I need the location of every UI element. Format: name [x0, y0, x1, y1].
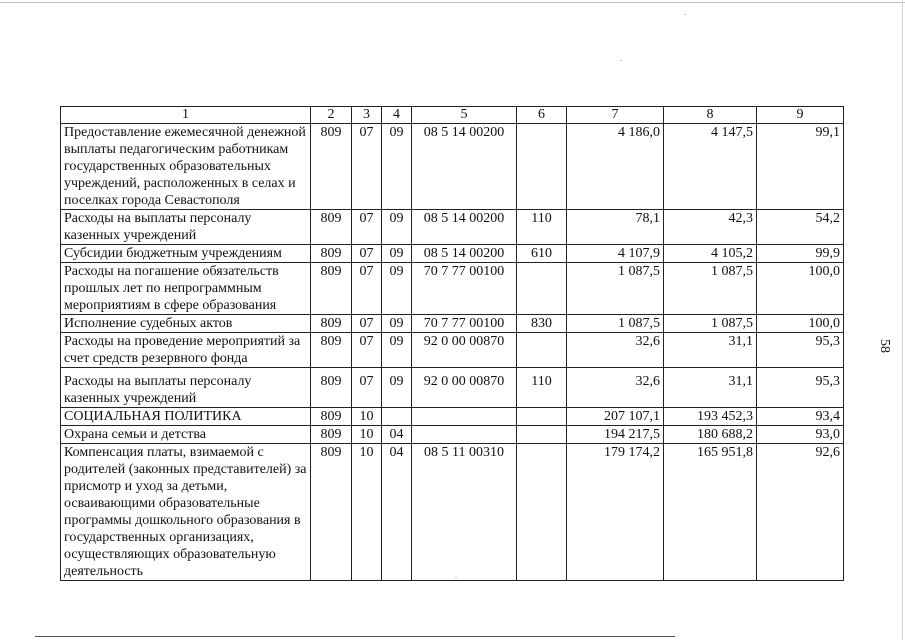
- glava-cell: 809: [311, 124, 352, 210]
- target-article-cell: 08 5 14 00200: [412, 245, 517, 263]
- target-article-cell: 08 5 11 00310: [412, 444, 517, 581]
- percent-cell: 100,0: [757, 315, 844, 333]
- actual-amount-cell: 1 087,5: [664, 315, 757, 333]
- glava-cell: 809: [311, 368, 352, 408]
- actual-amount-cell: 4 147,5: [664, 124, 757, 210]
- column-header: 6: [517, 107, 567, 124]
- target-article-cell: [412, 426, 517, 444]
- plan-amount-cell: 207 107,1: [567, 408, 664, 426]
- expense-type-cell: [517, 263, 567, 315]
- actual-amount-cell: 4 105,2: [664, 245, 757, 263]
- table-row: [61, 210, 844, 245]
- podrazdel-cell: 09: [382, 210, 412, 245]
- target-article-cell: 92 0 00 00870: [412, 333, 517, 368]
- row-name-cell: Расходы на выплаты персоналу казенных учреждений: [61, 210, 311, 245]
- razdel-cell: 07: [352, 210, 382, 245]
- razdel-cell: 07: [352, 368, 382, 408]
- razdel-cell: 07: [352, 315, 382, 333]
- plan-amount-cell: 179 174,2: [567, 444, 664, 581]
- column-header: 7: [567, 107, 664, 124]
- scan-edge-right: [902, 0, 903, 640]
- podrazdel-cell: 09: [382, 263, 412, 315]
- percent-cell: 99,9: [757, 245, 844, 263]
- glava-cell: 809: [311, 408, 352, 426]
- plan-amount-cell: 32,6: [567, 368, 664, 408]
- table-row: [61, 333, 844, 368]
- row-name-cell: Охрана семьи и детства: [61, 426, 311, 444]
- column-header: 8: [664, 107, 757, 124]
- podrazdel-cell: [382, 408, 412, 426]
- glava-cell: 809: [311, 333, 352, 368]
- percent-cell: 54,2: [757, 210, 844, 245]
- podrazdel-cell: 09: [382, 245, 412, 263]
- page-number: 58: [877, 339, 892, 353]
- expense-type-cell: [517, 124, 567, 210]
- expense-type-cell: 110: [517, 368, 567, 408]
- row-name-cell: Исполнение судебных актов: [61, 315, 311, 333]
- column-header: 4: [382, 107, 412, 124]
- podrazdel-cell: 04: [382, 426, 412, 444]
- glava-cell: 809: [311, 444, 352, 581]
- row-name-cell: Расходы на проведение мероприятий за счет средств резервного фонда: [61, 333, 311, 368]
- glava-cell: 809: [311, 263, 352, 315]
- expense-type-cell: [517, 408, 567, 426]
- podrazdel-cell: 09: [382, 333, 412, 368]
- razdel-cell: 07: [352, 263, 382, 315]
- glava-cell: 809: [311, 245, 352, 263]
- podrazdel-cell: 04: [382, 444, 412, 581]
- actual-amount-cell: 1 087,5: [664, 263, 757, 315]
- podrazdel-cell: 09: [382, 124, 412, 210]
- scan-speck: [684, 14, 686, 15]
- budget-table: [60, 106, 844, 581]
- razdel-cell: 07: [352, 333, 382, 368]
- row-name-cell: Субсидии бюджетным учреждениям: [61, 245, 311, 263]
- razdel-cell: 10: [352, 444, 382, 581]
- row-name-cell: Расходы на выплаты персоналу казенных учреждений: [61, 368, 311, 408]
- target-article-cell: 92 0 00 00870: [412, 368, 517, 408]
- razdel-cell: 10: [352, 426, 382, 444]
- glava-cell: 809: [311, 426, 352, 444]
- plan-amount-cell: 32,6: [567, 333, 664, 368]
- percent-cell: 92,6: [757, 444, 844, 581]
- plan-amount-cell: 4 186,0: [567, 124, 664, 210]
- razdel-cell: 10: [352, 408, 382, 426]
- target-article-cell: [412, 408, 517, 426]
- percent-cell: 95,3: [757, 368, 844, 408]
- expense-type-cell: 110: [517, 210, 567, 245]
- column-header: 1: [61, 107, 311, 124]
- actual-amount-cell: 31,1: [664, 368, 757, 408]
- plan-amount-cell: 78,1: [567, 210, 664, 245]
- percent-cell: 93,4: [757, 408, 844, 426]
- percent-cell: 93,0: [757, 426, 844, 444]
- target-article-cell: 08 5 14 00200: [412, 210, 517, 245]
- expense-type-cell: [517, 333, 567, 368]
- actual-amount-cell: 42,3: [664, 210, 757, 245]
- table-row: [61, 245, 844, 263]
- table-header-row: [61, 107, 844, 124]
- row-name-cell: Компенсация платы, взимаемой с родителей (законных представителей) за присмотр и уход за детьми, осваивающими образовательные программы дошкольного образования в государственных организациях, осуществляющих образовательную деятельность: [61, 444, 311, 581]
- actual-amount-cell: 180 688,2: [664, 426, 757, 444]
- table-row: [61, 315, 844, 333]
- glava-cell: 809: [311, 315, 352, 333]
- column-header: 2: [311, 107, 352, 124]
- razdel-cell: 07: [352, 245, 382, 263]
- glava-cell: 809: [311, 210, 352, 245]
- row-name-cell: Предоставление ежемесячной денежной выплаты педагогическим работникам государственных образовательных учреждений, расположенных в селах и поселках города Севастополя: [61, 124, 311, 210]
- scan-edge-bottom: [35, 636, 675, 637]
- actual-amount-cell: 31,1: [664, 333, 757, 368]
- expense-type-cell: 610: [517, 245, 567, 263]
- percent-cell: 100,0: [757, 263, 844, 315]
- table-row: [61, 263, 844, 315]
- percent-cell: 99,1: [757, 124, 844, 210]
- table-row: [61, 124, 844, 210]
- plan-amount-cell: 1 087,5: [567, 315, 664, 333]
- table-row: [61, 426, 844, 444]
- expense-type-cell: [517, 444, 567, 581]
- plan-amount-cell: 4 107,9: [567, 245, 664, 263]
- actual-amount-cell: 165 951,8: [664, 444, 757, 581]
- scan-speck: [620, 60, 622, 61]
- plan-amount-cell: 1 087,5: [567, 263, 664, 315]
- expense-type-cell: [517, 426, 567, 444]
- column-header: 9: [757, 107, 844, 124]
- table-row: [61, 368, 844, 408]
- actual-amount-cell: 193 452,3: [664, 408, 757, 426]
- target-article-cell: 08 5 14 00200: [412, 124, 517, 210]
- table-row: [61, 444, 844, 581]
- percent-cell: 95,3: [757, 333, 844, 368]
- scan-edge-top: [0, 2, 905, 3]
- table-row: [61, 408, 844, 426]
- row-name-cell: Расходы на погашение обязательств прошлых лет по непрограммным мероприятиям в сфере образования: [61, 263, 311, 315]
- column-header: 5: [412, 107, 517, 124]
- row-name-cell: СОЦИАЛЬНАЯ ПОЛИТИКА: [61, 408, 311, 426]
- expense-type-cell: 830: [517, 315, 567, 333]
- target-article-cell: 70 7 77 00100: [412, 263, 517, 315]
- column-header: 3: [352, 107, 382, 124]
- podrazdel-cell: 09: [382, 315, 412, 333]
- target-article-cell: 70 7 77 00100: [412, 315, 517, 333]
- podrazdel-cell: 09: [382, 368, 412, 408]
- plan-amount-cell: 194 217,5: [567, 426, 664, 444]
- table-body: [61, 107, 844, 581]
- razdel-cell: 07: [352, 124, 382, 210]
